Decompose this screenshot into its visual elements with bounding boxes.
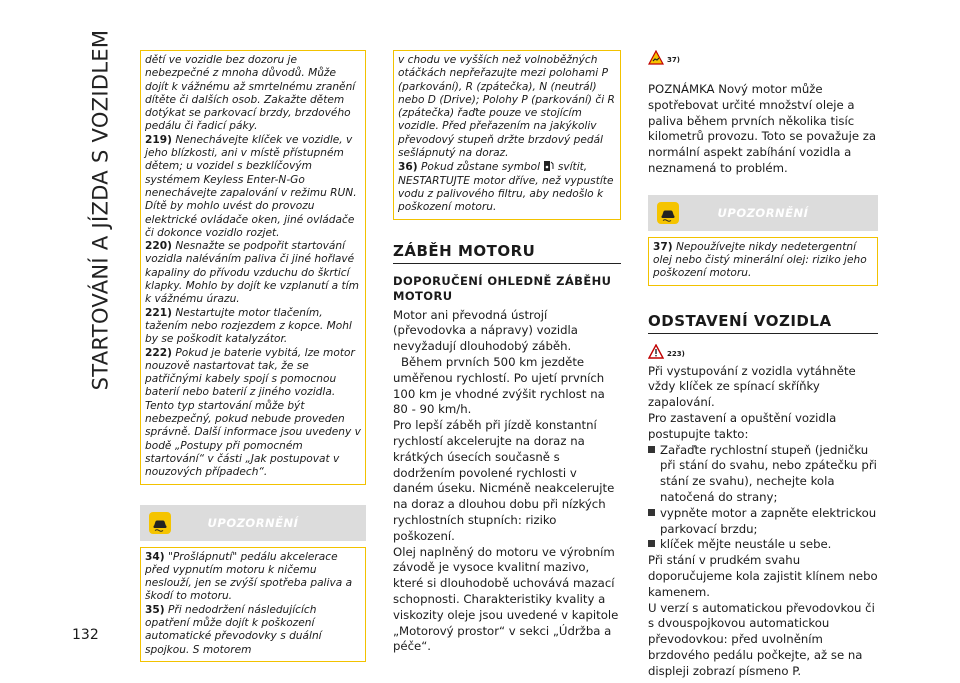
- paragraph-1: Motor ani převodná ústrojí (převodovka a nápravy) vozidla nevyžadují dlouhodobý záběh.: [393, 307, 578, 354]
- bullet-square-icon: [648, 506, 660, 538]
- section-heading-parking: ODSTAVENÍ VOZIDLA: [648, 312, 878, 334]
- notes-box-2: [393, 50, 621, 220]
- warning-title-1: UPOZORNĚNÍ: [207, 515, 299, 530]
- note-36: 36) Pokud zůstane symbol svítit, NESTARTUJTE motor dříve, než vypustíte vodu z palivového filtru, aby nedošlo k poškození motoru.: [398, 161, 614, 214]
- note-paragraph: POZNÁMKA Nový motor může spotřebovat určité množství oleje a paliva během prvních několika tisíc kilometrů provozu. Toto se považuje za normální aspekt zabíhání vozidla a neznamená to problém.: [648, 82, 877, 175]
- note-34: 34) "Prošlápnutí" pedálu akcelerace před vypnutím motoru k ničemu neslouží, jen se zvýší spotřeba paliva a škodí to motoru.: [145, 550, 353, 603]
- warning-header-1: [140, 505, 366, 541]
- side-section-title-text: STARTOVÁNÍ A JÍZDA S VOZIDLEM: [88, 29, 113, 391]
- caution-triangle-icon: [648, 50, 664, 65]
- list-item: Zařaďte rychlostní stupeň (jedničku při stání do svahu, nebo zpátečku při stání ze svahu), nechejte kola natočená do strany;: [648, 443, 878, 506]
- box-continued-text: v chodu ve vyšších než volnoběžných otáčkách nepřeřazujte mezi polohami P (parkování), R (zpátečka), N (neutrál) nebo D (Drive); Polohy P (parkování) či R (zpátečka) řaďte pouze ve stojícím vozidle. Před přeřazením na jakýkoliv převodový stupeň držte brzdový pedál sešlápnutý na doraz.: [398, 54, 615, 160]
- paragraph-4: Olej naplněný do motoru ve výrobním závodě je vysoce kvalitní mazivo, které si dlouhodobě uchovává mazací schopnosti. Charakteristiky kvality a viskozity oleje jsou uvedené v kapitole „Motorový prostor“ v sekci „Údržba a péče“.: [393, 544, 619, 654]
- paragraph-3: Pro lepší záběh při jízdě konstantní rychlostí akcelerujte na doraz na krátkých úsecích současně s dodržením povolené rychlosti v daném úseku. Nicméně neakcelerujte na doraz a dlouhou dobu při nízkých rychlostních stupních: riziko poškození.: [393, 418, 615, 543]
- notes-box-1: [140, 50, 366, 485]
- paragraph-2: Během prvních 500 km jezděte uměřenou rychlostí. Po ujetí prvních 100 km je vhodné zvýšit rychlost na 80 - 90 km/h.: [393, 354, 605, 417]
- car-skid-warning-icon: [148, 511, 172, 535]
- warning-box-2: [648, 237, 878, 286]
- warning-title-2: UPOZORNĚNÍ: [717, 205, 809, 220]
- list-item: vypněte motor a zapněte elektrickou parkovací brzdu;: [648, 506, 878, 538]
- parking-paragraph-4: U verzí s automatickou převodovkou či s dvouspojkovou automatickou převodovkou: před uvolněním brzdového pedálu počkejte, až se na displeji zobrazí písmeno P.: [648, 600, 875, 678]
- warning-box-1: [140, 547, 366, 662]
- car-skid-warning-icon: [656, 201, 680, 225]
- parking-paragraph-1: Při vystupování z vozidla vytáhněte vždy klíček ze spínací skříňky zapalování.: [648, 363, 856, 410]
- box-intro-text: dětí ve vozidle bez dozoru je nebezpečné z mnoha důvodů. Může dojít k vážnému až smrtelnému zranění dítěte či dalších osob. Zakažte dětem dotýkat se parkovací brzdy, brzdového pedálu či řadicí páky.: [145, 54, 356, 133]
- parking-paragraph-2: Pro zastavení a opuštění vozidla postupujte takto:: [648, 411, 837, 441]
- caution-triangle-icon: [648, 344, 664, 359]
- parking-paragraph-3: Při stání v prudkém svahu doporučujeme kola zajistit klínem nebo kamenem.: [648, 553, 878, 599]
- fuel-filter-water-icon: [543, 160, 554, 172]
- reference-number-mid: 223): [667, 349, 685, 358]
- note-219: 219) Nenechávejte klíček ve vozidle, v jeho blízkosti, ani v místě přístupném dětem; u vozidel s bezklíčovým systémem Keyless Enter-N-Go nenechávejte zapalování v režimu RUN. Dítě by mohlo uvést do provozu elektrické ovládače oken, jiné ovládače či dokonce vozidlo rozjet.: [145, 133, 357, 239]
- bullet-square-icon: [648, 537, 660, 553]
- column-3: [648, 50, 878, 680]
- note-222: 222) Pokud je baterie vybitá, lze motor nouzově nastartovat tak, že se patřičnými kabely spojí s pomocnou baterií nebo baterií z jiného vozidla. Tento typ startování může být nebezpečný, pokud nebude proveden správně. Další informace jsou uvedeny v bodě „Postupy při pomocném startování“ v části „Jak postupovat v nouzových případech“.: [145, 346, 361, 479]
- reference-row-mid: [648, 344, 878, 364]
- bullet-square-icon: [648, 443, 660, 506]
- side-section-title: [88, 29, 113, 391]
- list-item: klíček mějte neustále u sebe.: [648, 537, 878, 553]
- page-number: 132: [72, 627, 99, 643]
- column-2: [393, 50, 621, 655]
- reference-row-top: [648, 50, 878, 70]
- note-221: 221) Nestartujte motor tlačením, tažením nebo rozjezdem z kopce. Mohl by se poškodit katalyzátor.: [145, 306, 352, 346]
- warning-header-2: [648, 195, 878, 231]
- reference-number-top: 37): [667, 56, 680, 64]
- note-35: 35) Při nedodržení následujících opatření může dojít k poškození automatické převodovky s duální spojkou. S motorem: [145, 603, 322, 656]
- subheading-break-in-tips: DOPORUČENÍ OHLEDNĚ ZÁBĚHU MOTORU: [393, 273, 612, 303]
- column-1: [140, 50, 366, 662]
- section-heading-break-in: ZÁBĚH MOTORU: [393, 242, 621, 264]
- note-37: 37) Nepoužívejte nikdy nedetergentní olej nebo čistý minerální olej: riziko jeho poškození motoru.: [653, 240, 867, 280]
- note-220: 220) Nesnažte se podpořit startování vozidla naléváním paliva či jiné hořlavé kapaliny do přívodu vzduchu do škrticí klapky. Mohlo by dojít ke vzplanutí a tím k vážnému úrazu.: [145, 240, 359, 306]
